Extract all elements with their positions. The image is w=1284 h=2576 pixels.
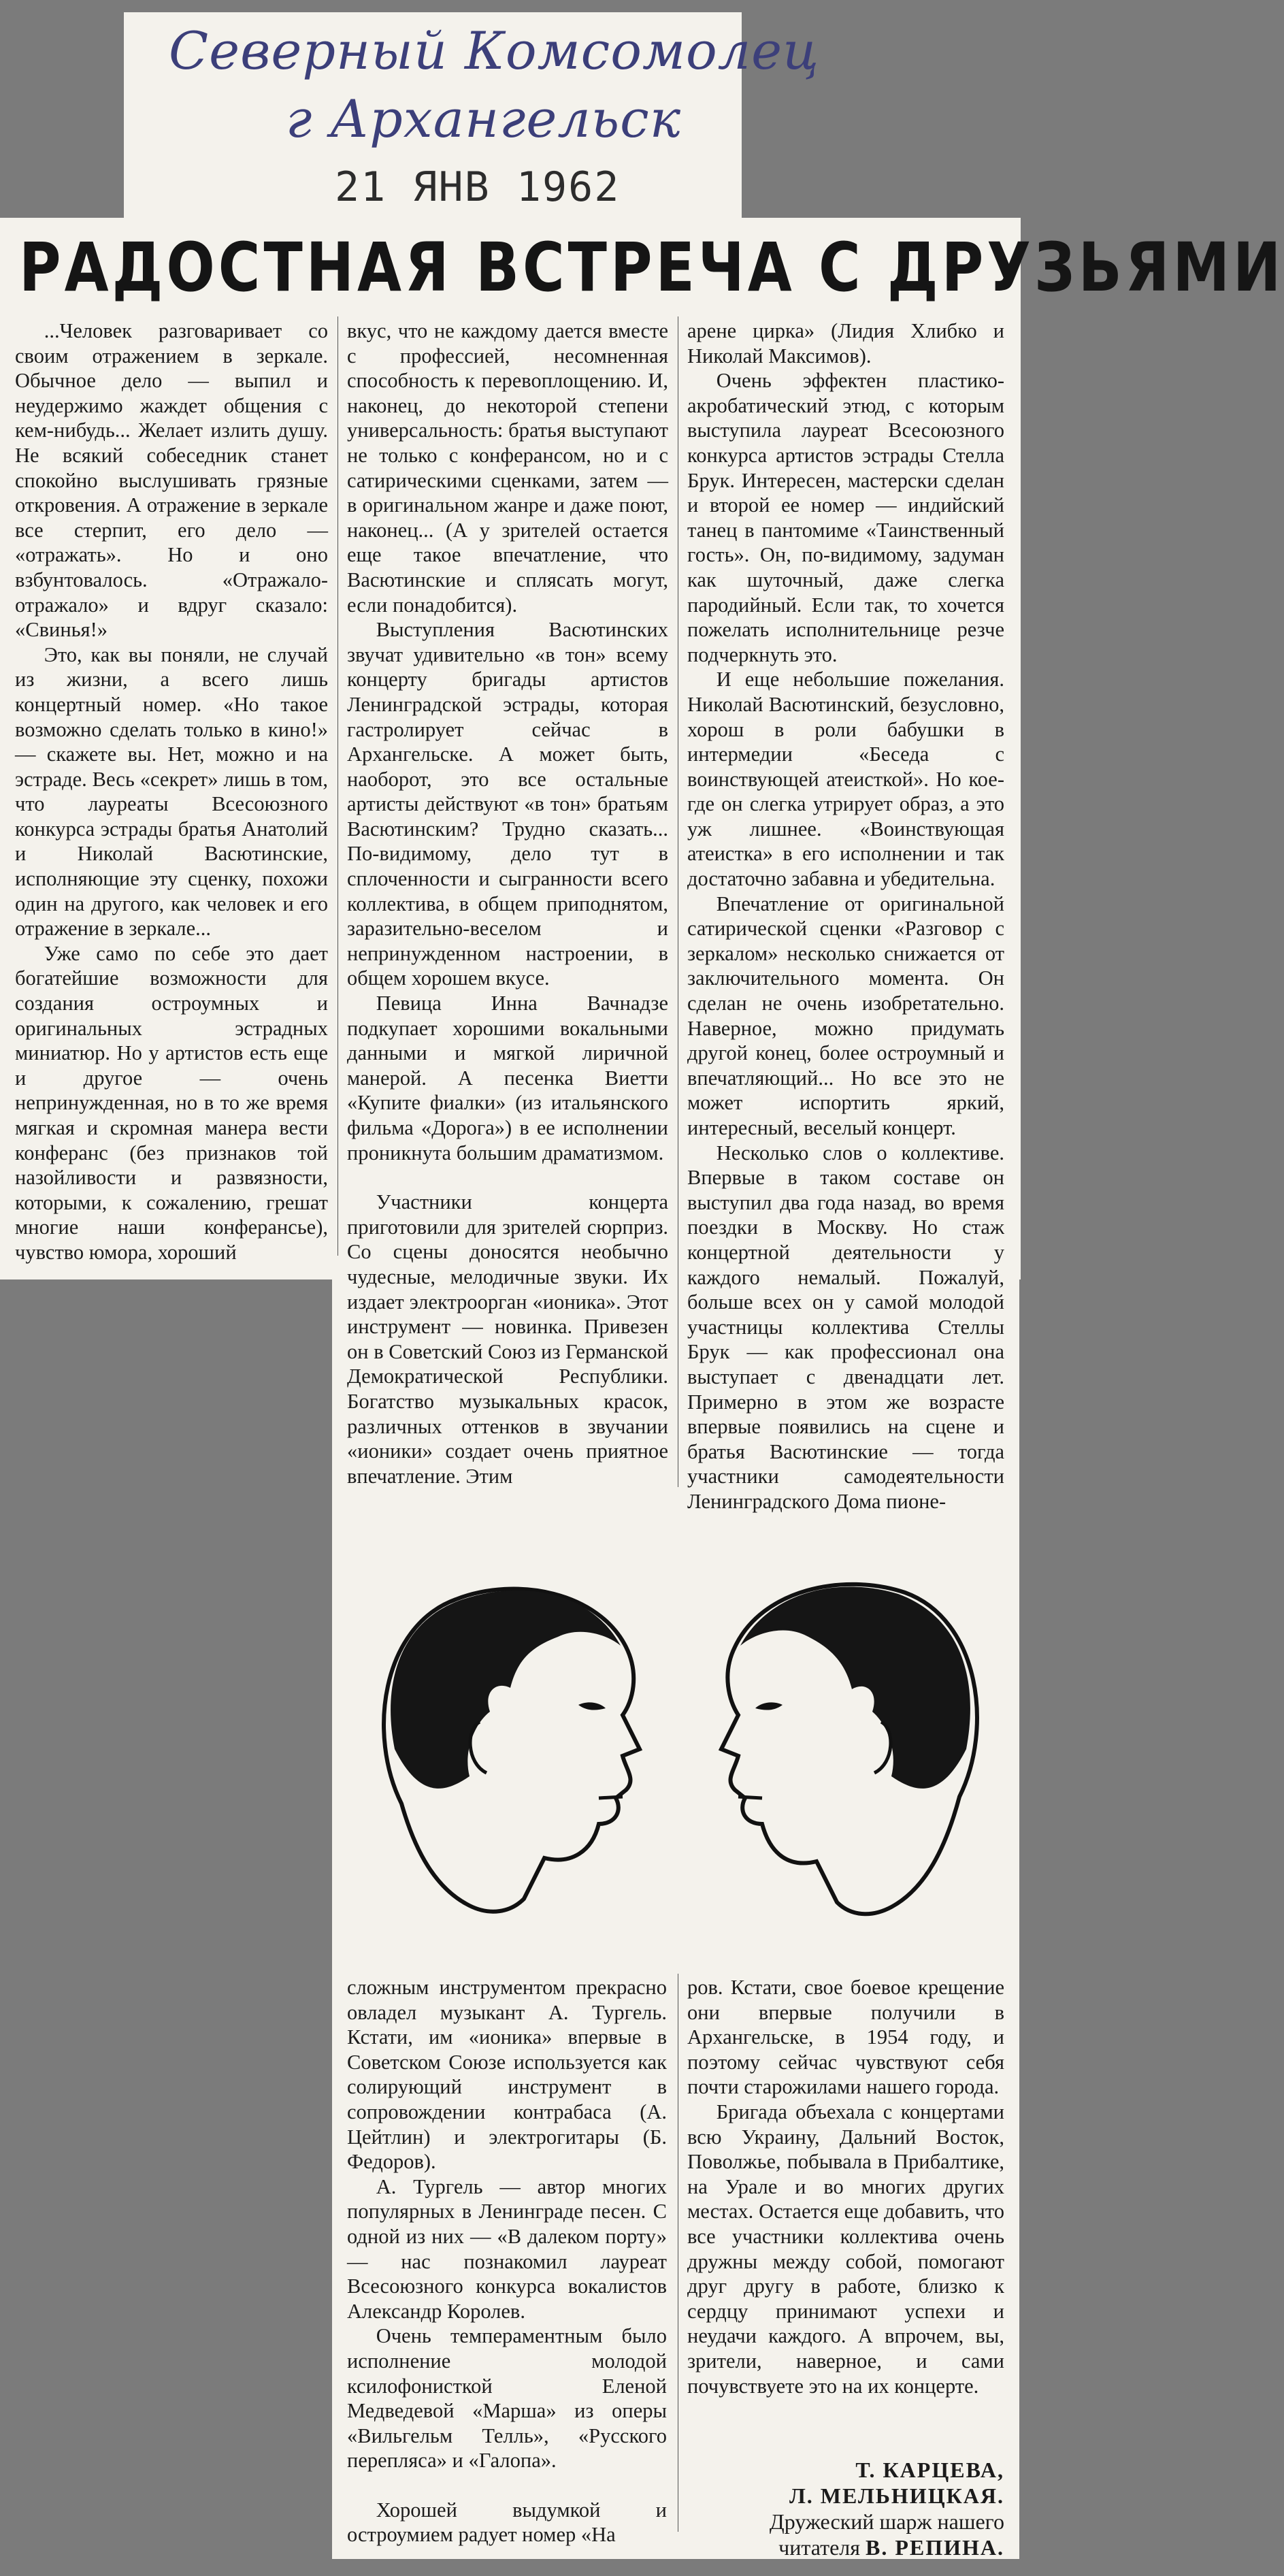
- right-mouth: [738, 1797, 762, 1798]
- paragraph: арене цирка» (Лидия Хлибко и Николай Максимов).: [687, 319, 1004, 368]
- paragraph: Выступления Васютинских звучат удивительно «в тон» всему концерту бригады артистов Ленинградской эстрады, которая гастролирует сейчас в Архангельске. А может быть, наоборот, это все остальные артисты действуют «в тон» братьям Васютинским? Трудно сказать... По-видимому, дело тут в сплоченности и сыгранности всего коллектива, в общем приподнятом, заразительно-веселом и непринужденном настроении, в общем хорошем вкусе.: [347, 618, 668, 990]
- paragraph: Хорошей выдумкой и остроумием радует номер «На: [347, 2498, 667, 2547]
- article-column-1: [15, 319, 328, 1265]
- paragraph: Очень темпераментным было исполнение молодой ксилофонисткой Еленой Медведевой «Марша» из оперы «Вильгельм Телль», «Русского перепляса» и «Галопа».: [347, 2324, 667, 2473]
- paragraph: Уже само по себе это дает богатейшие возможности для создания остроумных и оригинальных эстрадных миниатюр. Но у артистов есть еще и другое — очень непринужденная, но в то же время мягкая и скромная манера вести конферанс (без признаков той назойливости и развязности, которыми, к сожалению, грешат многие наши конферансье), чувство юмора, хороший: [15, 941, 328, 1264]
- handwritten-source: Северный Комсомолец: [169, 20, 820, 81]
- paragraph: И еще небольшие пожелания. Николай Васютинский, безусловно, хорош в роли бабушки в интермедии «Беседа с воинствующей атеисткой». Но кое-где он слегка утрирует образ, а это уж лишнее. «Воинствующая атеистка» в его исполнении и так достаточно забавна и убедительна.: [687, 668, 1004, 891]
- illustrator-name: В. РЕПИНА.: [865, 2535, 1004, 2560]
- left-mouth: [599, 1797, 623, 1798]
- article-column-5: [687, 1975, 1004, 2398]
- byline: [687, 2457, 1004, 2560]
- caricature-two-faces-icon: [354, 1545, 1007, 1967]
- paragraph: вкус, что не каждому дается вместе с профессией, несомненная способность к перевоплощению. И, наконец, до некоторой степени универсальность: братья выступают не только с конферансом, но и с сатирическими сценками, затем — в оригинальном жанре и даже поют, наконец... (А у зрителей остается еще такое впечатление, что Васютинские и сплясать могут, если понадобится).: [347, 319, 668, 617]
- right-ear: [874, 1722, 891, 1773]
- paragraph: Впечатление от оригинальной сатирической сценки «Разговор с зеркалом» несколько снижается от заключительного момента. Он сделан не очень изобретательно. Наверное, можно придумать другой конец, более остроумный и впечатляющий... Но все это не может испортить яркий, интересный, веселый концерт.: [687, 892, 1004, 1139]
- paragraph: Несколько слов о коллективе. Впервые в таком составе он выступил два года назад, во время поездки в Москву. Но стаж концертной деятельности у каждого немалый. Пожалуй, больше всех он у самой молодой участницы коллектива Стеллы Брук — как профессионал она выступает с двенадцати лет. Примерно в этом же возрасте впервые появились на сцене и братья Васютинские — тогда участники самодеятельности Ленинградского Дома пионе-: [687, 1141, 1004, 1513]
- right-hair: [740, 1587, 970, 1789]
- caption-line: Дружеский шарж нашего: [769, 2509, 1004, 2534]
- paragraph: ...Человек разговаривает со своим отражением в зеркале. Обычное дело — выпил и неудержимо жаждет общения с кем-нибудь... Желает излить душу. Не всякий собеседник станет спокойно выслушивать грязные откровения. А отражение в зеркале все стерпит, его дело — «отражать». Но и оно взбунтовалось. «Отражало-отражало» и вдруг сказало: «Свинья!»: [15, 319, 328, 642]
- paragraph: Участники концерта приготовили для зрителей сюрприз. Со сцены доносятся необычно чудесные, мелодичные звуки. Их издает электроорган «ионика». Этот инструмент — новинка. Привезен он в Советский Союз из Германской Демократической Республики. Богатство музыкальных красок, различных оттенков в звучании «ионики» создает очень приятное впечатление. Этим: [347, 1190, 668, 1488]
- paragraph: Певица Инна Вачнадзе подкупает хорошими вокальными данными и мягкой лиричной манерой. А песенка Виетти «Купите фиалки» (из итальянского фильма «Дорога») в ее исполнении проникнута большим драматизмом.: [347, 992, 668, 1164]
- article-column-4: [347, 1975, 667, 2547]
- illustration-caption: [687, 2509, 1004, 2534]
- left-ear: [470, 1722, 487, 1773]
- author-name: Т. КАРЦЕВА,: [855, 2458, 1004, 2482]
- handwritten-city: г Архангельск: [286, 88, 682, 149]
- paragraph: сложным инструментом прекрасно овладел музыкант А. Тургель. Кстати, им «ионика» впервые в Советском Союзе используется как солирующий инструмент в сопровождении контрабаса (А. Цейтлин) и электрогитары (Б. Федоров).: [347, 1976, 667, 2174]
- right-eye: [755, 1702, 783, 1710]
- paragraph: Бригада объехала с концертами всю Украину, Дальний Восток, Поволжье, побывала в Прибалтике, на Урале и во многих других местах. Остается еще добавить, что все участники коллектива очень дружны между собой, помогают друг другу в работе, близко к сердцу принимают успехи и неудачи каждого. А впрочем, вы, зрители, наверное, и сами почувствуете это на их концерте.: [687, 2100, 1004, 2398]
- illustration-credit: [687, 2534, 1004, 2560]
- paragraph: Очень эффектен пластико-акробатический этюд, с которым выступила лауреат Всесоюзного конкурса артистов эстрады Стелла Брук. Интересен, мастерски сделан и второй ее номер — индийский танец в пантомиме «Таинственный гость». Он, по-видимому, задуман как шуточный, даже слегка пародийный. Если так, то хочется пожелать исполнительнице резче подчеркнуть это.: [687, 369, 1004, 666]
- paragraph: Это, как вы поняли, не случай из жизни, а всего лишь концертный номер. «Но такое возможно сделать только в кино!» — скажете вы. Нет, можно и на эстраде. Весь «секрет» лишь в том, что лауреаты Всесоюзного конкурса эстрады братья Анатолий и Николай Васютинские, исполняющие эту сценку, похожи один на другого, как человек и его отражение в зеркале...: [15, 642, 328, 941]
- article-column-2: [347, 319, 668, 1488]
- date-stamp: 21 ЯНВ 1962: [335, 163, 621, 211]
- left-eye: [578, 1702, 606, 1710]
- paragraph: ров. Кстати, свое боевое крещение они впервые получили в Архангельске, в 1954 году, и поэтому сейчас чувствуют себя почти старожилами нашего города.: [687, 1976, 1004, 2099]
- paragraph: А. Тургель — автор многих популярных в Ленинграде песен. С одной из них — «В далеком порту» — нас познакомил лауреат Всесоюзного конкурса вокалистов Александр Королев.: [347, 2174, 667, 2323]
- author-name: Л. МЕЛЬНИЦКАЯ.: [789, 2483, 1004, 2508]
- page-title: РАДОСТНАЯ ВСТРЕЧА С ДРУЗЬЯМИ: [19, 228, 1284, 307]
- article-column-3: [687, 319, 1004, 1514]
- caption-prefix: читателя: [778, 2535, 860, 2560]
